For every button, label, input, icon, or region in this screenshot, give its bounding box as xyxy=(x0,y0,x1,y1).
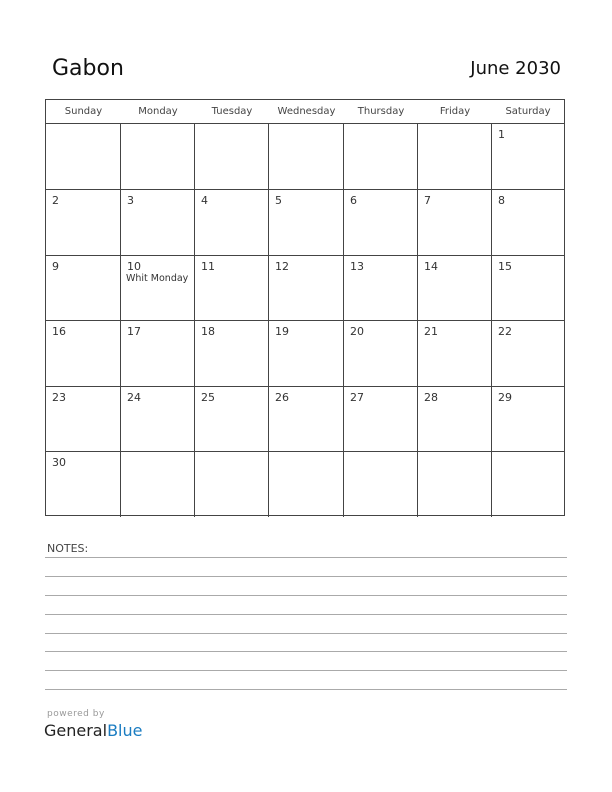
day-number: 13 xyxy=(350,260,364,273)
day-number: 2 xyxy=(52,194,59,207)
day-cell[interactable] xyxy=(269,190,344,256)
note-line xyxy=(45,670,567,671)
day-cell[interactable] xyxy=(344,256,418,321)
note-line xyxy=(45,595,567,596)
day-number: 9 xyxy=(52,260,59,273)
day-number: 22 xyxy=(498,325,512,338)
day-cell[interactable] xyxy=(121,256,195,321)
day-number: 26 xyxy=(275,391,289,404)
day-number: 6 xyxy=(350,194,357,207)
day-cell[interactable] xyxy=(195,190,269,256)
day-number: 16 xyxy=(52,325,66,338)
day-number: 23 xyxy=(52,391,66,404)
brand-logo xyxy=(44,721,142,740)
day-number: 8 xyxy=(498,194,505,207)
day-number: 4 xyxy=(201,194,208,207)
day-cell[interactable] xyxy=(492,387,564,452)
day-cell[interactable] xyxy=(195,387,269,452)
day-number: 10 xyxy=(127,260,141,273)
day-number: 25 xyxy=(201,391,215,404)
day-cell[interactable] xyxy=(46,190,121,256)
day-cell[interactable] xyxy=(344,387,418,452)
day-cell[interactable] xyxy=(418,256,492,321)
month-year-title: June 2030 xyxy=(470,58,561,79)
weekday-header: Tuesday xyxy=(195,100,269,124)
day-cell[interactable] xyxy=(195,124,269,190)
calendar-grid xyxy=(45,99,565,516)
day-cell[interactable] xyxy=(121,452,195,517)
day-number: 21 xyxy=(424,325,438,338)
day-number: 3 xyxy=(127,194,134,207)
day-number: 17 xyxy=(127,325,141,338)
day-cell[interactable] xyxy=(46,124,121,190)
day-cell[interactable] xyxy=(492,256,564,321)
day-number: 24 xyxy=(127,391,141,404)
weekday-header: Thursday xyxy=(344,100,418,124)
day-number: 14 xyxy=(424,260,438,273)
day-cell[interactable] xyxy=(418,190,492,256)
day-cell[interactable] xyxy=(344,190,418,256)
day-number: 1 xyxy=(498,128,505,141)
day-cell[interactable] xyxy=(492,321,564,387)
country-title: Gabon xyxy=(52,56,124,81)
day-cell[interactable] xyxy=(492,190,564,256)
day-cell[interactable] xyxy=(121,321,195,387)
day-cell[interactable] xyxy=(344,321,418,387)
note-line xyxy=(45,557,567,558)
day-number: 11 xyxy=(201,260,215,273)
powered-by-text: powered by xyxy=(47,709,105,719)
holiday-label: Whit Monday xyxy=(126,273,189,284)
brand-name-part2: Blue xyxy=(107,721,143,740)
day-cell[interactable] xyxy=(195,321,269,387)
day-number: 20 xyxy=(350,325,364,338)
note-line xyxy=(45,689,567,690)
day-cell[interactable] xyxy=(121,124,195,190)
weekday-header: Sunday xyxy=(46,100,121,124)
day-number: 7 xyxy=(424,194,431,207)
day-cell[interactable] xyxy=(418,387,492,452)
weekday-header: Monday xyxy=(121,100,195,124)
note-line xyxy=(45,576,567,577)
brand-name-part1: General xyxy=(44,721,108,740)
weekday-header: Saturday xyxy=(492,100,564,124)
day-number: 12 xyxy=(275,260,289,273)
day-number: 15 xyxy=(498,260,512,273)
day-cell[interactable] xyxy=(195,452,269,517)
day-cell[interactable] xyxy=(344,452,418,517)
note-line xyxy=(45,614,567,615)
day-cell[interactable] xyxy=(195,256,269,321)
day-cell[interactable] xyxy=(46,321,121,387)
day-cell[interactable] xyxy=(492,452,564,517)
day-cell[interactable] xyxy=(418,452,492,517)
day-cell[interactable] xyxy=(46,387,121,452)
day-cell[interactable] xyxy=(269,387,344,452)
day-cell[interactable] xyxy=(344,124,418,190)
day-cell[interactable] xyxy=(492,124,564,190)
day-number: 18 xyxy=(201,325,215,338)
day-number: 29 xyxy=(498,391,512,404)
note-line xyxy=(45,651,567,652)
day-cell[interactable] xyxy=(46,452,121,517)
weekday-header: Friday xyxy=(418,100,492,124)
day-cell[interactable] xyxy=(121,387,195,452)
note-line xyxy=(45,633,567,634)
day-cell[interactable] xyxy=(418,321,492,387)
day-number: 28 xyxy=(424,391,438,404)
weekday-header: Wednesday xyxy=(269,100,344,124)
day-cell[interactable] xyxy=(269,256,344,321)
day-cell[interactable] xyxy=(269,452,344,517)
day-cell[interactable] xyxy=(269,124,344,190)
day-cell[interactable] xyxy=(269,321,344,387)
day-number: 27 xyxy=(350,391,364,404)
day-number: 30 xyxy=(52,456,66,469)
day-cell[interactable] xyxy=(46,256,121,321)
day-number: 19 xyxy=(275,325,289,338)
notes-label: NOTES: xyxy=(47,542,89,555)
day-cell[interactable] xyxy=(121,190,195,256)
day-cell[interactable] xyxy=(418,124,492,190)
day-number: 5 xyxy=(275,194,282,207)
